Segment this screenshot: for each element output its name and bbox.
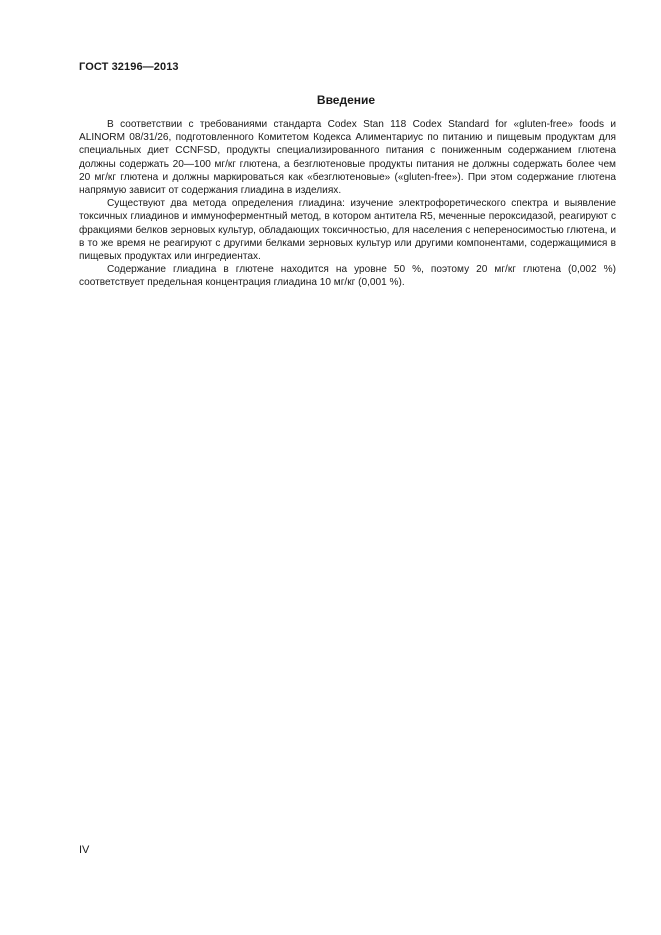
paragraph-gliadin-concentration: Содержание глиадина в глютене находится на уровне 50 %, поэтому 20 мг/кг глютена (0,002 %) соответствует предельная концентрация глиадина 10 мг/кг (0,001 %). [79,264,616,289]
section-title: Введение [316,93,376,107]
paragraph-codex-requirements: В соответствии с требованиями стандарта Codex Stan 118 Codex Standard for «gluten-free» foods и ALINORM 08/31/26, подготовленного Комитетом Кодекса Алиментариус по питанию и пищевым продуктам для специальных диет CCNFSD, продукты специализированного питания с пониженным содержанием глютена должны содержать 20—100 мг/кг глютена, а безглютеновые продукты питания не должны содержать более чем 20 мг/кг глютена и должны маркироваться как «безглютеновые» («gluten-free»). При этом содержание глютена напрямую зависит от содержания глиадина в изделиях. [79,119,616,197]
page-number: IV [79,844,90,856]
paragraph-gliadin-methods: Существуют два метода определения глиадина: изучение электрофоретического спектра и выявление токсичных глиадинов и иммуноферментный метод, в котором антитела R5, меченные пероксидазой, реагируют с фракциями белков зерновых культур, обладающих токсичностью, для населения с непереносимостью глютена, и в то же время не реагируют с другими белками зерновых культур или другими компонентами, содержащимися в пищевых продуктах или ингредиентах. [79,198,616,263]
document-standard-code: ГОСТ 32196—2013 [79,61,179,73]
introduction-body [79,118,616,290]
